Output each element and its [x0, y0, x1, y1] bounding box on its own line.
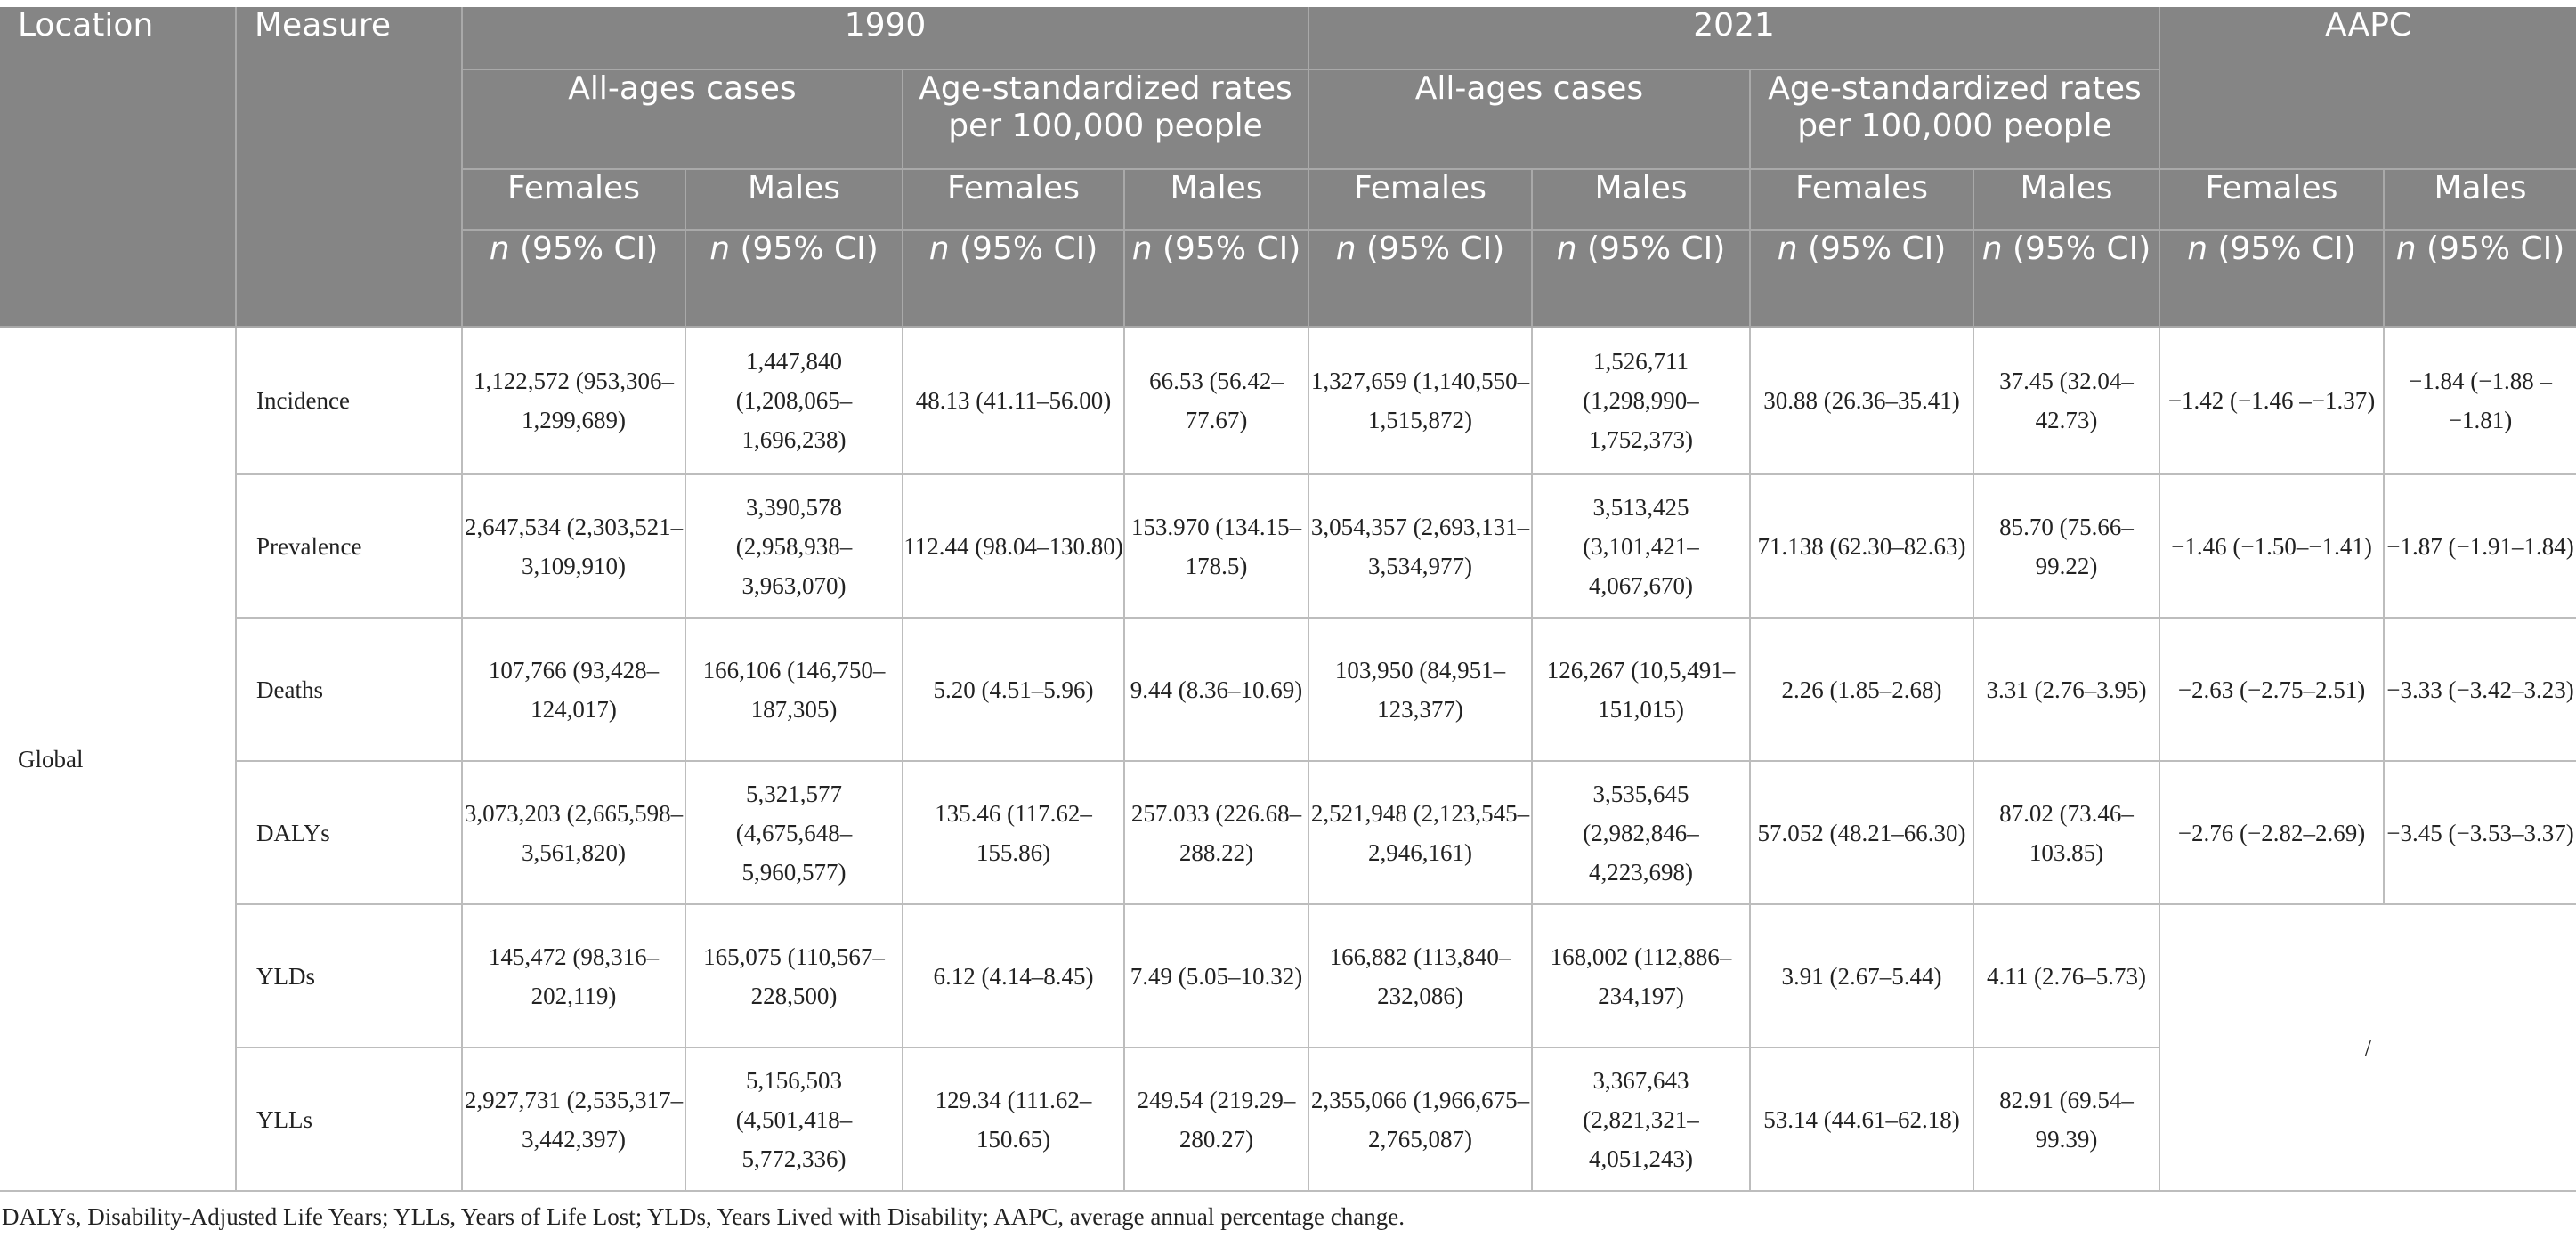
cell-1990-cases-females: 145,472 (98,316–202,119) [462, 904, 685, 1048]
header-n-ci [2159, 230, 2384, 327]
cell-aapc-males: −1.87 (−1.91–1.84) [2384, 474, 2576, 618]
cell-1990-rate-females: 135.46 (117.62–155.86) [903, 761, 1124, 904]
header-n-ci [903, 230, 1124, 327]
cell-2021-rate-males: 87.02 (73.46–103.85) [1973, 761, 2159, 904]
header-2021-all-ages: All-ages cases [1308, 69, 1750, 169]
header-n-ci [1750, 230, 1973, 327]
measure-cell: Prevalence [236, 474, 462, 618]
aapc-not-applicable-cell: / [2159, 904, 2576, 1191]
cell-1990-rate-males: 249.54 (219.29–280.27) [1124, 1048, 1308, 1191]
header-ci-label: (95% CI) [1576, 231, 1726, 267]
cell-2021-rate-males: 3.31 (2.76–3.95) [1973, 618, 2159, 761]
table-row [0, 474, 2576, 618]
measure-cell: YLDs [236, 904, 462, 1048]
cell-2021-cases-males: 126,267 (10,5,491–151,015) [1532, 618, 1750, 761]
cell-1990-rate-males: 9.44 (8.36–10.69) [1124, 618, 1308, 761]
header-females: Females [1308, 169, 1532, 230]
cell-1990-cases-females: 2,647,534 (2,303,521–3,109,910) [462, 474, 685, 618]
header-n-ci [1308, 230, 1532, 327]
cell-1990-rate-females: 112.44 (98.04–130.80) [903, 474, 1124, 618]
cell-aapc-females: −1.46 (−1.50–−1.41) [2159, 474, 2384, 618]
location-cell: Global [0, 327, 236, 1191]
table-header [0, 7, 2576, 327]
header-females: Females [903, 169, 1124, 230]
header-ci-label: (95% CI) [2002, 231, 2151, 267]
cell-1990-rate-males: 257.033 (226.68–288.22) [1124, 761, 1308, 904]
header-year-2021: 2021 [1308, 7, 2159, 69]
header-ci-label: (95% CI) [509, 231, 659, 267]
cell-aapc-males: −3.45 (−3.53–3.37) [2384, 761, 2576, 904]
header-females: Females [462, 169, 685, 230]
measure-cell: DALYs [236, 761, 462, 904]
cell-2021-cases-females: 2,355,066 (1,966,675–2,765,087) [1308, 1048, 1532, 1191]
cell-1990-rate-females: 6.12 (4.14–8.45) [903, 904, 1124, 1048]
table-footnote: DALYs, Disability-Adjusted Life Years; YLLs, Years of Life Lost; YLDs, Years Lived with Disability; AAPC, average annual percentage change. [2, 1203, 1405, 1230]
header-males: Males [2384, 169, 2576, 230]
cell-2021-cases-males: 3,513,425 (3,101,421–4,067,670) [1532, 474, 1750, 618]
table-row [0, 761, 2576, 904]
header-males: Males [685, 169, 903, 230]
header-ci-label: (95% CI) [730, 231, 879, 267]
cell-1990-cases-females: 1,122,572 (953,306–1,299,689) [462, 327, 685, 474]
header-location: Location [0, 7, 236, 327]
header-males: Males [1124, 169, 1308, 230]
header-1990-all-ages: All-ages cases [462, 69, 903, 169]
header-1990-age-std: Age-standardized rates per 100,000 people [903, 69, 1308, 169]
cell-2021-cases-females: 3,054,357 (2,693,131–3,534,977) [1308, 474, 1532, 618]
data-table [0, 7, 2576, 1192]
cell-2021-rate-females: 71.138 (62.30–82.63) [1750, 474, 1973, 618]
header-n-ci [1532, 230, 1750, 327]
header-n-ci [1973, 230, 2159, 327]
cell-2021-cases-males: 168,002 (112,886–234,197) [1532, 904, 1750, 1048]
header-n-label: n [1556, 231, 1577, 267]
header-females: Females [2159, 169, 2384, 230]
cell-2021-rate-females: 2.26 (1.85–2.68) [1750, 618, 1973, 761]
header-n-ci [685, 230, 903, 327]
cell-1990-rate-males: 66.53 (56.42–77.67) [1124, 327, 1308, 474]
header-n-label: n [928, 231, 950, 267]
cell-2021-rate-females: 57.052 (48.21–66.30) [1750, 761, 1973, 904]
cell-2021-cases-males: 1,526,711 (1,298,990–1,752,373) [1532, 327, 1750, 474]
header-females: Females [1750, 169, 1973, 230]
cell-2021-cases-females: 1,327,659 (1,140,550–1,515,872) [1308, 327, 1532, 474]
cell-2021-cases-males: 3,367,643 (2,821,321–4,051,243) [1532, 1048, 1750, 1191]
table-row [0, 618, 2576, 761]
cell-2021-cases-females: 103,950 (84,951–123,377) [1308, 618, 1532, 761]
header-n-label: n [1131, 231, 1153, 267]
header-ci-label: (95% CI) [1797, 231, 1947, 267]
header-ci-label: (95% CI) [1152, 231, 1301, 267]
table-row [0, 904, 2576, 1048]
header-2021-age-std: Age-standardized rates per 100,000 people [1750, 69, 2159, 169]
header-n-ci [462, 230, 685, 327]
cell-aapc-males: −3.33 (−3.42–3.23) [2384, 618, 2576, 761]
header-males: Males [1532, 169, 1750, 230]
table-body [0, 327, 2576, 1191]
header-ci-label: (95% CI) [949, 231, 1098, 267]
measure-cell: Deaths [236, 618, 462, 761]
header-ci-label: (95% CI) [1356, 231, 1505, 267]
cell-aapc-females: −1.42 (−1.46 –−1.37) [2159, 327, 2384, 474]
cell-2021-rate-males: 37.45 (32.04–42.73) [1973, 327, 2159, 474]
header-n-label: n [2395, 231, 2417, 267]
cell-2021-rate-males: 4.11 (2.76–5.73) [1973, 904, 2159, 1048]
table-row [0, 327, 2576, 474]
measure-cell: Incidence [236, 327, 462, 474]
header-ci-label: (95% CI) [2207, 231, 2356, 267]
cell-1990-rate-males: 153.970 (134.15–178.5) [1124, 474, 1308, 618]
header-ci-label: (95% CI) [2416, 231, 2565, 267]
cell-2021-cases-females: 166,882 (113,840–232,086) [1308, 904, 1532, 1048]
cell-2021-cases-males: 3,535,645 (2,982,846–4,223,698) [1532, 761, 1750, 904]
header-n-label: n [1777, 231, 1798, 267]
cell-2021-rate-females: 3.91 (2.67–5.44) [1750, 904, 1973, 1048]
cell-1990-rate-males: 7.49 (5.05–10.32) [1124, 904, 1308, 1048]
cell-aapc-females: −2.76 (−2.82–2.69) [2159, 761, 2384, 904]
cell-aapc-females: −2.63 (−2.75–2.51) [2159, 618, 2384, 761]
cell-1990-cases-females: 2,927,731 (2,535,317–3,442,397) [462, 1048, 685, 1191]
header-n-label: n [1335, 231, 1357, 267]
header-n-ci [1124, 230, 1308, 327]
header-n-label: n [2187, 231, 2208, 267]
cell-1990-rate-females: 129.34 (111.62–150.65) [903, 1048, 1124, 1191]
cell-1990-cases-males: 5,156,503 (4,501,418–5,772,336) [685, 1048, 903, 1191]
cell-1990-cases-males: 5,321,577 (4,675,648–5,960,577) [685, 761, 903, 904]
cell-1990-rate-females: 5.20 (4.51–5.96) [903, 618, 1124, 761]
header-n-label: n [1981, 231, 2003, 267]
cell-1990-cases-males: 165,075 (110,567–228,500) [685, 904, 903, 1048]
cell-2021-rate-males: 85.70 (75.66–99.22) [1973, 474, 2159, 618]
data-table-container [0, 7, 2576, 1192]
cell-1990-cases-males: 3,390,578 (2,958,938–3,963,070) [685, 474, 903, 618]
cell-2021-rate-females: 30.88 (26.36–35.41) [1750, 327, 1973, 474]
header-males: Males [1973, 169, 2159, 230]
cell-1990-cases-females: 3,073,203 (2,665,598–3,561,820) [462, 761, 685, 904]
cell-2021-rate-females: 53.14 (44.61–62.18) [1750, 1048, 1973, 1191]
cell-1990-cases-males: 166,106 (146,750–187,305) [685, 618, 903, 761]
cell-2021-rate-males: 82.91 (69.54–99.39) [1973, 1048, 2159, 1191]
measure-cell: YLLs [236, 1048, 462, 1191]
header-year-1990: 1990 [462, 7, 1308, 69]
cell-aapc-males: −1.84 (−1.88 –−1.81) [2384, 327, 2576, 474]
cell-1990-cases-females: 107,766 (93,428–124,017) [462, 618, 685, 761]
header-n-ci [2384, 230, 2576, 327]
header-n-label: n [709, 231, 731, 267]
cell-1990-cases-males: 1,447,840 (1,208,065–1,696,238) [685, 327, 903, 474]
header-aapc: AAPC [2159, 7, 2576, 169]
header-measure: Measure [236, 7, 462, 327]
cell-2021-cases-females: 2,521,948 (2,123,545–2,946,161) [1308, 761, 1532, 904]
cell-1990-rate-females: 48.13 (41.11–56.00) [903, 327, 1124, 474]
header-n-label: n [489, 231, 510, 267]
